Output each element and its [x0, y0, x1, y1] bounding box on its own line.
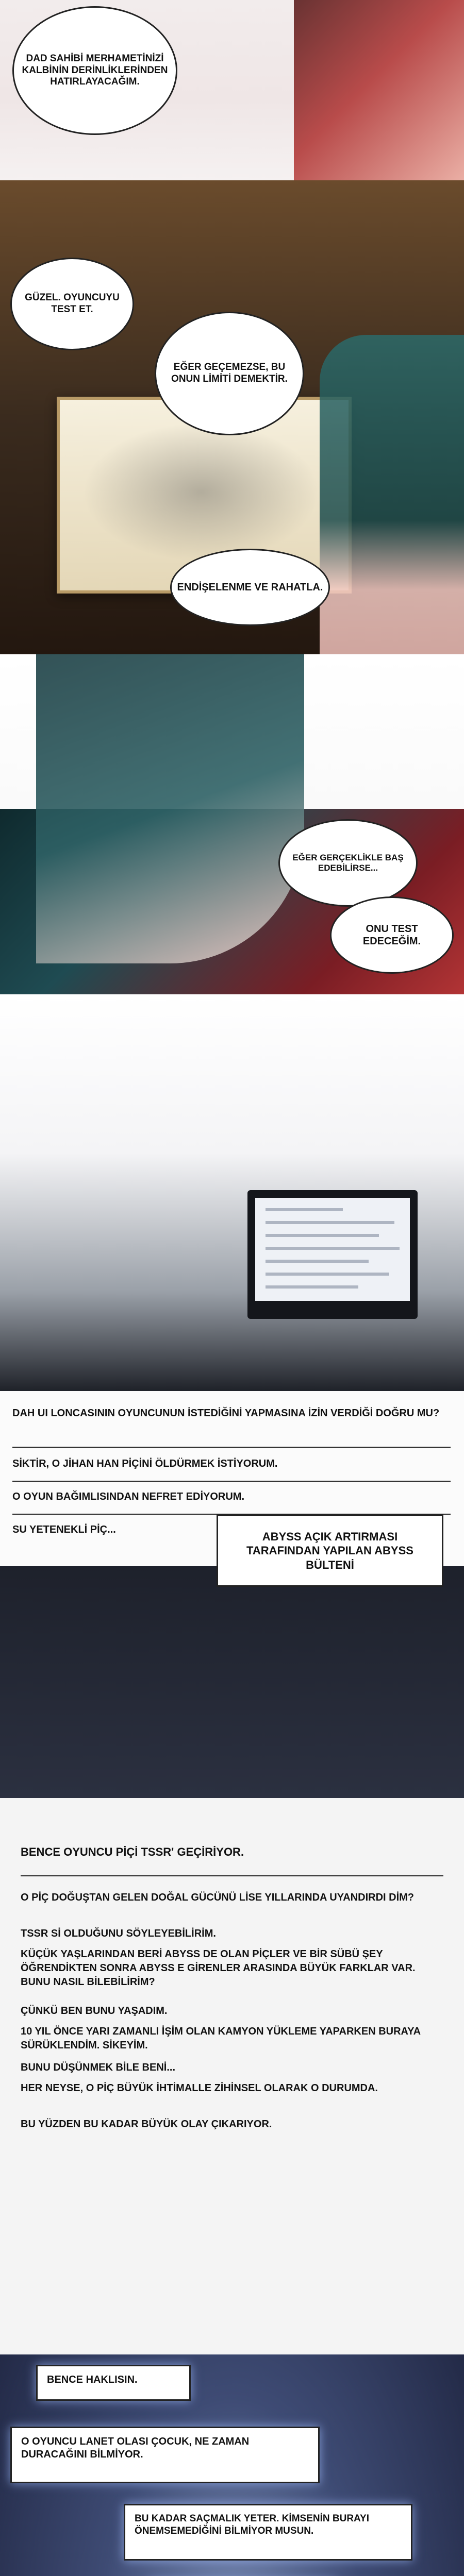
- panel-7: [0, 2354, 464, 2576]
- chat-bubble: BENCE HAKLISIN.: [36, 2365, 191, 2401]
- screen-text-line: [266, 1260, 369, 1263]
- forum-line: SİKTİR, O JİHAN HAN PİÇİNİ ÖLDÜRMEK İSTİYORUM.: [12, 1458, 278, 1469]
- divider: [12, 1447, 451, 1448]
- screen-text-line: [266, 1208, 343, 1211]
- chat-bubble: BU KADAR SAÇMALIK YETER. KİMSENİN BURAYI ÖNEMSEMEDİĞİNİ BİLMİYOR MUSUN.: [124, 2504, 412, 2561]
- screen-text-line: [266, 1234, 379, 1237]
- abyss-bulletin-label: ABYSS AÇIK ARTIRMASI TARAFINDAN YAPILAN ABYSS BÜLTENİ: [217, 1515, 443, 1587]
- forum-line: DAH UI LONCASININ OYUNCUNUN İSTEDİĞİNİ YAPMASINA İZİN VERDİĞİ DOĞRU MU?: [12, 1408, 440, 1419]
- screen-text-line: [266, 1285, 358, 1289]
- post-paragraph: ÇÜNKÜ BEN BUNU YAŞADIM.: [21, 2005, 168, 2016]
- screen-text-line: [266, 1247, 400, 1250]
- post-paragraph: O PİÇ DOĞUŞTAN GELEN DOĞAL GÜCÜNÜ LİSE YILLARINDA UYANDIRDI DİM?: [21, 1892, 414, 1903]
- speech-bubble: EĞER GEÇEMEZSE, BU ONUN LİMİTİ DEMEKTİR.: [155, 312, 304, 435]
- speech-bubble: EĞER GERÇEKLİKLE BAŞ EDEBİLİRSE...: [278, 819, 418, 907]
- post-paragraph: BU YÜZDEN BU KADAR BÜYÜK OLAY ÇIKARIYOR.: [21, 2119, 272, 2130]
- chat-bubble: O OYUNCU LANET OLASI ÇOCUK, NE ZAMAN DURACAĞINI BİLMİYOR.: [10, 2427, 320, 2483]
- character-face: [36, 654, 304, 963]
- screen-text-line: [266, 1273, 389, 1276]
- character-hair: [294, 0, 464, 180]
- panel-1: [0, 0, 464, 180]
- tiger-illustration: [82, 422, 320, 562]
- post-paragraph: BUNU DÜŞÜNMEK BİLE BENİ...: [21, 2062, 176, 2073]
- screen-text-line: [266, 1221, 394, 1224]
- panel-5: [0, 1391, 464, 1798]
- post-paragraph: TSSR Sİ OLDUĞUNU SÖYLEYEBİLİRİM.: [21, 1928, 216, 1939]
- forum-line: O OYUN BAĞIMLISINDAN NEFRET EDİYORUM.: [12, 1491, 245, 1502]
- speech-bubble: ONU TEST EDECEĞİM.: [330, 896, 454, 974]
- panel-6: [0, 1798, 464, 2354]
- post-paragraph: HER NEYSE, O PİÇ BÜYÜK İHTİMALLE ZİHİNSEL OLARAK O DURUMDA.: [21, 2082, 378, 2094]
- character-girl: [320, 335, 464, 654]
- panel-2: [0, 180, 464, 654]
- forum-line: SU YETENEKLİ PİÇ...: [12, 1524, 116, 1535]
- divider: [21, 1875, 443, 1876]
- speech-bubble: GÜZEL. OYUNCUYU TEST ET.: [10, 258, 134, 350]
- divider: [12, 1481, 451, 1482]
- speech-bubble: DAD SAHİBİ MERHAMETİNİZİ KALBİNİN DERİNLİKLERİNDEN HATIRLAYACAĞIM.: [12, 6, 177, 135]
- panel-3: [0, 654, 464, 994]
- post-paragraph: KÜÇÜK YAŞLARINDAN BERİ ABYSS DE OLAN PİÇLER VE BİR SÜBÜ ŞEY ÖĞRENDİKTEN SONRA ABYSS E GİRENLER ARASINDA BÜYÜK FARKLAR VAR. BUNU NASIL BİLEBİLİRİM?: [21, 1948, 416, 1988]
- panel-4: [0, 994, 464, 1391]
- post-header: BENCE OYUNCU PİÇİ TSSR' GEÇİRİYOR.: [21, 1845, 244, 1858]
- speech-bubble: ENDİŞELENME VE RAHATLA.: [170, 549, 330, 626]
- post-paragraph: 10 YIL ÖNCE YARI ZAMANLI İŞİM OLAN KAMYON YÜKLEME YAPARKEN BURAYA SÜRÜKLENDİM. SİKEYİM.: [21, 2026, 421, 2051]
